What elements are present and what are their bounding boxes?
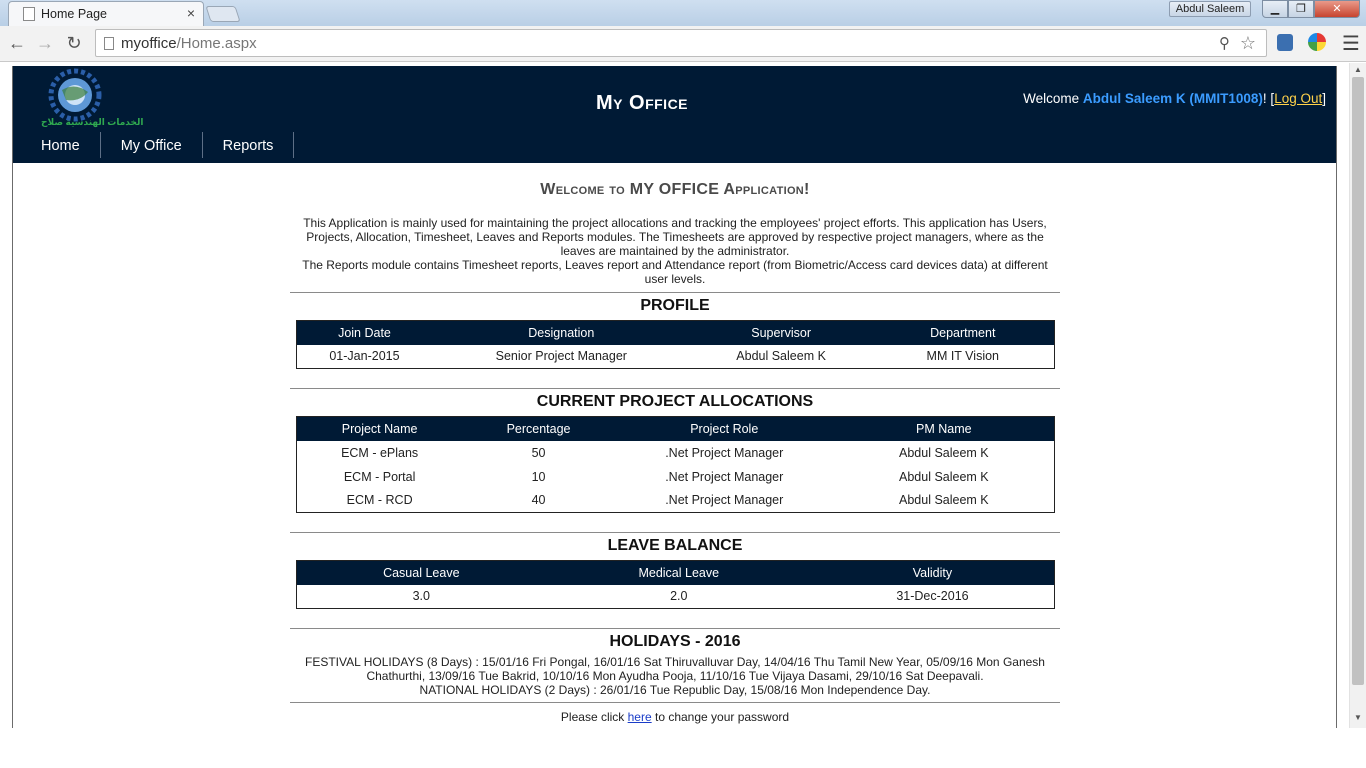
main-menu (21, 132, 294, 158)
section-divider (290, 388, 1060, 389)
project-role: .Net Project Manager (665, 445, 784, 460)
pm-name: Abdul Saleem K (899, 493, 989, 508)
project-name: ECM - RCD (346, 493, 413, 508)
bookmark-star-icon[interactable]: ☆ (1239, 33, 1256, 53)
key-icon[interactable]: ⚲ (1219, 35, 1230, 52)
welcome-message: Welcome Abdul Saleem K (MMIT1008)! [Log Out] (1023, 91, 1326, 106)
table-row (296, 345, 1054, 369)
holidays-title: HOLIDAYS - 2016 (609, 633, 741, 650)
leave-balance-table (296, 560, 1055, 609)
tab-title: Home Page (41, 7, 108, 21)
section-divider (290, 628, 1060, 629)
column-header: Supervisor (690, 321, 872, 345)
close-window-button[interactable]: ✕ (1314, 0, 1360, 18)
profile-title: PROFILE (640, 297, 710, 314)
profile-button[interactable]: Abdul Saleem (1169, 1, 1251, 17)
column-header: Department (872, 321, 1054, 345)
logout-link[interactable]: Log Out (1274, 91, 1323, 106)
new-tab-button[interactable] (205, 6, 240, 22)
table-row (296, 585, 1054, 609)
change-password-link[interactable]: here (627, 710, 652, 724)
department: MM IT Vision (926, 349, 1000, 364)
percentage: 40 (531, 493, 546, 508)
scroll-up-icon[interactable]: ▲ (1354, 65, 1362, 74)
percentage: 50 (531, 445, 546, 460)
change-password-note: Please click here to change your password (560, 710, 790, 724)
vertical-scrollbar[interactable] (1349, 63, 1366, 728)
back-arrow-icon[interactable]: ← (8, 33, 26, 53)
url-text[interactable]: myoffice/Home.aspx (121, 35, 257, 52)
table-header-row (296, 321, 1054, 345)
intro-paragraph-1: This Application is mainly used for maintaining the project allocations and tracking the employees' project efforts. This application has Users, Projects, Allocation, Timesheet, Leaves and Reports modules. The Timesheets are approved by respective project managers, where as the leaves are maintained by the administrator. (303, 216, 1047, 258)
allocations-title: CURRENT PROJECT ALLOCATIONS (536, 393, 814, 410)
reload-icon[interactable]: ↻ (66, 33, 82, 53)
menu-item-home[interactable]: Home (21, 132, 101, 158)
project-role: .Net Project Manager (665, 493, 784, 508)
site-header (13, 66, 1336, 163)
forward-arrow-icon[interactable]: → (36, 33, 54, 53)
column-header: Project Name (296, 417, 463, 441)
project-name: ECM - Portal (343, 469, 416, 484)
welcome-heading: Welcome to MY OFFICE Application! (540, 181, 810, 198)
extension-icon[interactable] (1277, 34, 1293, 51)
supervisor: Abdul Saleem K (736, 349, 826, 364)
scrollbar-thumb[interactable] (1352, 77, 1364, 685)
table-row (296, 489, 1054, 513)
column-header: Join Date (296, 321, 432, 345)
column-header: PM Name (834, 417, 1054, 441)
column-header: Percentage (463, 417, 615, 441)
scroll-down-icon[interactable]: ▼ (1354, 713, 1362, 722)
designation: Senior Project Manager (495, 349, 627, 364)
page-container (12, 66, 1337, 728)
main-content (290, 163, 1060, 724)
table-row (296, 465, 1054, 489)
pm-name: Abdul Saleem K (899, 469, 989, 484)
address-bar[interactable] (95, 29, 1267, 57)
medical-leave: 2.0 (670, 589, 688, 604)
color-wheel-extension-icon[interactable] (1308, 33, 1326, 51)
column-header: Designation (432, 321, 690, 345)
validity: 31-Dec-2016 (896, 589, 969, 604)
maximize-button[interactable]: ❐ (1288, 0, 1314, 18)
page-icon (23, 7, 35, 21)
profile-table (296, 320, 1055, 369)
intro-text (290, 216, 1060, 286)
table-header-row (296, 561, 1054, 585)
casual-leave: 3.0 (412, 589, 430, 604)
menu-item-reports[interactable]: Reports (203, 132, 295, 158)
browser-menu-icon[interactable]: ☰ (1342, 33, 1360, 55)
column-header: Medical Leave (546, 561, 811, 585)
holidays-list (290, 655, 1060, 697)
user-name: Abdul Saleem K (MMIT1008) (1082, 91, 1263, 106)
column-header: Project Role (614, 417, 834, 441)
national-holidays: NATIONAL HOLIDAYS (2 Days) : 26/01/16 Tue Republic Day, 15/08/16 Mon Independence Day. (419, 683, 931, 697)
browser-viewport (0, 63, 1366, 768)
percentage: 10 (531, 469, 546, 484)
table-row (296, 441, 1054, 465)
browser-titlebar (0, 0, 1366, 26)
pm-name: Abdul Saleem K (899, 445, 989, 460)
column-header: Casual Leave (296, 561, 546, 585)
leave-balance-title: LEAVE BALANCE (607, 537, 743, 554)
festival-holidays: FESTIVAL HOLIDAYS (8 Days) : 15/01/16 Fri Pongal, 16/01/16 Sat Thiruvalluvar Day, 14/04/16 Thu Tamil New Year, 05/09/16 Mon Ganesh Chathurthi, 13/09/16 Tue Bakrid, 10/10/16 Mon Ayudha Pooja, 11/10/16 Tue Vijaya Dasami, 29/10/16 Sat Deepavali. (305, 655, 1045, 683)
logo-caption: الخدمات الهندسية صلاح (41, 117, 144, 127)
close-tab-icon[interactable]: × (186, 5, 195, 21)
section-divider (290, 702, 1060, 703)
section-divider (290, 532, 1060, 533)
project-name: ECM - ePlans (341, 445, 419, 460)
site-title: My Office (595, 92, 689, 114)
intro-paragraph-2: The Reports module contains Timesheet reports, Leaves report and Attendance report (from Biometric/Access card devices data) at different user levels. (302, 258, 1048, 286)
browser-tab-home[interactable] (8, 1, 204, 26)
allocations-table (296, 416, 1055, 513)
minimize-button[interactable]: ▁ (1262, 0, 1288, 18)
menu-item-my-office[interactable]: My Office (101, 132, 203, 158)
join-date: 01-Jan-2015 (329, 349, 400, 364)
browser-toolbar (0, 26, 1366, 62)
table-header-row (296, 417, 1054, 441)
project-role: .Net Project Manager (665, 469, 784, 484)
section-divider (290, 292, 1060, 293)
page-icon (104, 37, 114, 50)
column-header: Validity (811, 561, 1054, 585)
